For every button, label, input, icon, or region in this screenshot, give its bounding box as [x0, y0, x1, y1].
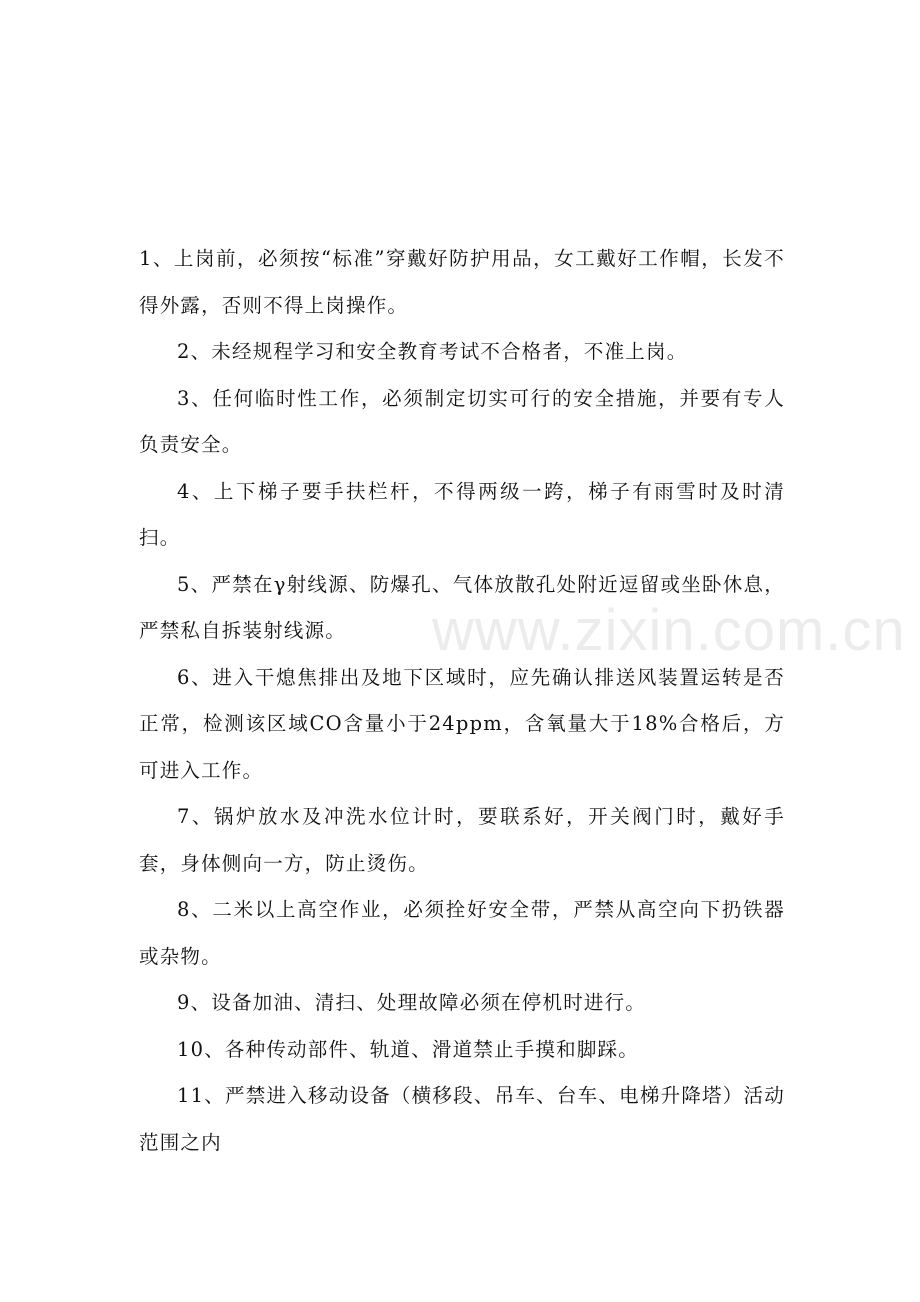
rule-paragraph-4: 4、上下梯子要手扶栏杆，不得两级一跨，梯子有雨雪时及时清扫。 — [139, 479, 785, 549]
rule-paragraph-7: 7、锅炉放水及冲洗水位计时，要联系好，开关阀门时，戴好手套，身体侧向一方，防止烫伤。 — [139, 805, 785, 875]
rule-paragraph-11: 11、严禁进入移动设备（横移段、吊车、台车、电梯升降塔）活动范围之内 — [139, 1084, 785, 1154]
rule-paragraph-1: 1、上岗前，必须按“标准”穿戴好防护用品，女工戴好工作帽，长发不得外露，否则不得上岗操作。 — [139, 247, 785, 317]
rule-paragraph-10: 10、各种传动部件、轨道、滑道禁止手摸和脚踩。 — [177, 1037, 639, 1061]
rule-paragraph-5: 5、严禁在γ射线源、防爆孔、气体放散孔处附近逗留或坐卧休息，严禁私自拆装射线源。 — [139, 572, 785, 642]
rule-paragraph-9: 9、设备加油、清扫、处理故障必须在停机时进行。 — [177, 991, 647, 1014]
rule-paragraph-2: 2、未经规程学习和安全教育考试不合格者，不准上岗。 — [177, 340, 688, 363]
safety-rules-body — [139, 236, 785, 1166]
site-watermark: www.zixin.com.cn — [432, 598, 906, 663]
rule-paragraph-3: 3、任何临时性工作，必须制定切实可行的安全措施，并要有专人负责安全。 — [139, 386, 785, 456]
rule-paragraph-8: 8、二米以上高空作业，必须拴好安全带，严禁从高空向下扔铁器或杂物。 — [139, 898, 785, 968]
rule-paragraph-6: 6、进入干熄焦排出及地下区域时，应先确认排送风装置运转是否正常，检测该区域CO含量小于24ppm，含氧量大于18%合格后，方可进入工作。 — [139, 665, 785, 782]
